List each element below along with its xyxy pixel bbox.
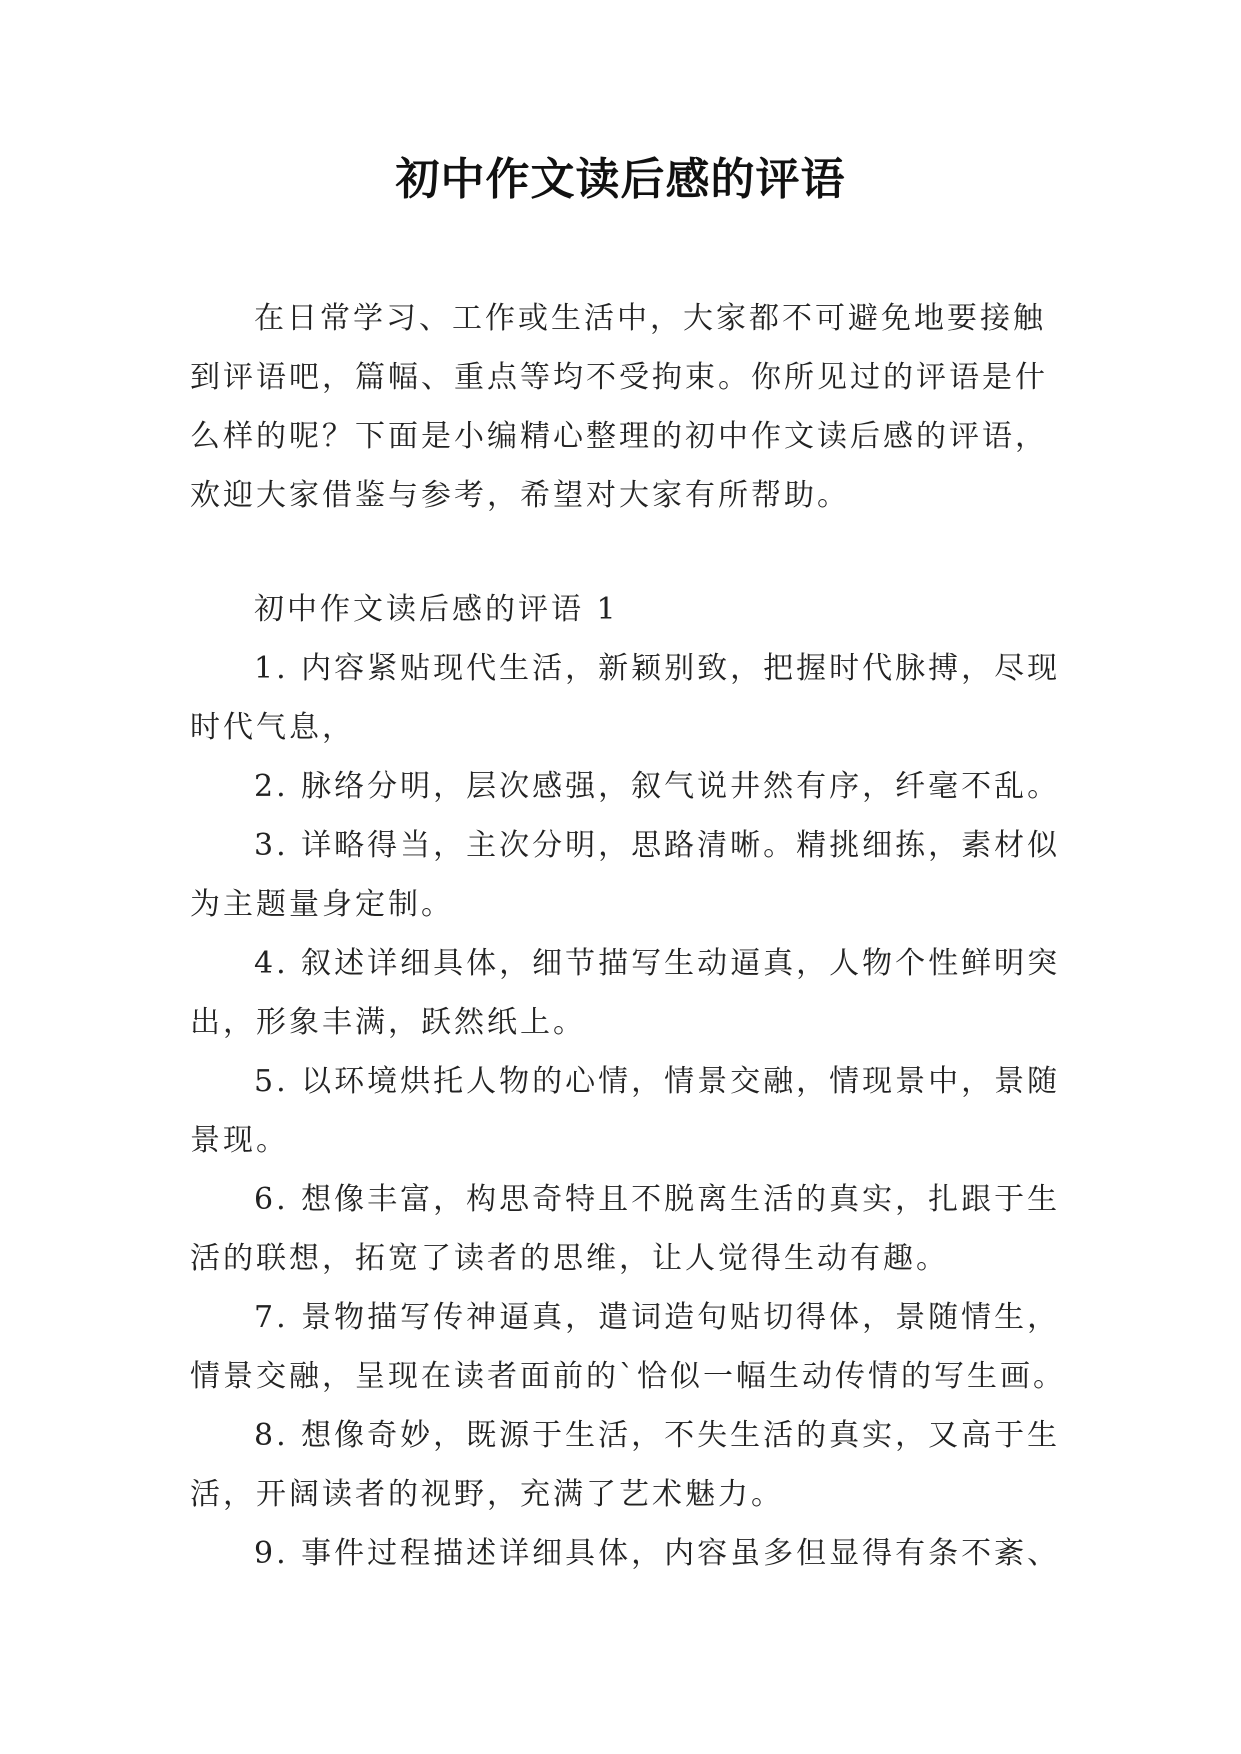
content-block — [190, 580, 1070, 1583]
list-item: 7. 景物描写传神逼真，遣词造句贴切得体，景随情生，情景交融，呈现在读者面前的`恰似一幅生动传情的写生画。 — [190, 1300, 1066, 1394]
section-heading: 初中作文读后感的评语 1 — [254, 592, 619, 627]
list-item: 9. 事件过程描述详细具体，内容虽多但显得有条不紊、 — [254, 1536, 1061, 1571]
list-item: 8. 想像奇妙，既源于生活，不失生活的真实，又高于生活，开阔读者的视野，充满了艺术魅力。 — [190, 1418, 1061, 1512]
document-title: 初中作文读后感的评语 — [395, 154, 846, 205]
list-item: 5. 以环境烘托人物的心情，情景交融，情现景中，景随景现。 — [190, 1064, 1061, 1158]
intro-paragraph: 在日常学习、工作或生活中，大家都不可避免地要接触到评语吧，篇幅、重点等均不受拘束。你所见过的评语是什么样的呢？下面是小编精心整理的初中作文读后感的评语，欢迎大家借鉴与参考，希望对大家有所帮助。 — [190, 301, 1048, 513]
list-item: 4. 叙述详细具体，细节描写生动逼真，人物个性鲜明突出，形象丰满，跃然纸上。 — [190, 946, 1061, 1040]
list-item: 2. 脉络分明，层次感强，叙气说井然有序，纤毫不乱。 — [254, 769, 1061, 804]
intro-block — [190, 289, 1070, 525]
list-item: 6. 想像丰富，构思奇特且不脱离生活的真实，扎跟于生活的联想，拓宽了读者的思维，让人觉得生动有趣。 — [190, 1182, 1061, 1276]
list-item: 1. 内容紧贴现代生活，新颖别致，把握时代脉搏，尽现时代气息， — [190, 651, 1061, 745]
list-item: 3. 详略得当，主次分明，思路清晰。精挑细拣，素材似为主题量身定制。 — [190, 828, 1061, 922]
